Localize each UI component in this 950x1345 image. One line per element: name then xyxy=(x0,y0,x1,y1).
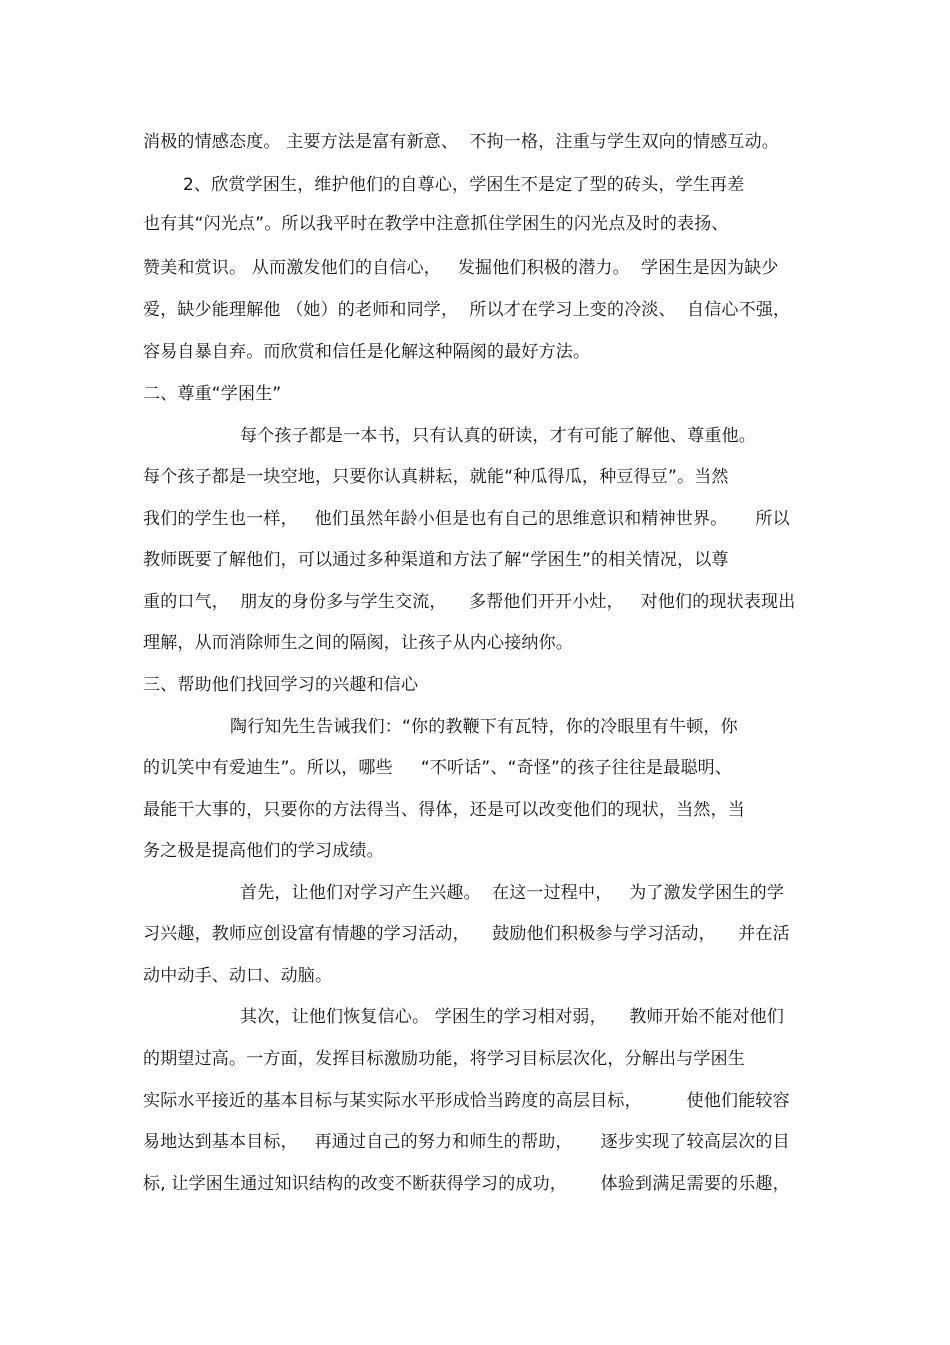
text-line: 陶行知先生告诫我们：“你的教鞭下有瓦特，你的冷眼里有牛顿，你 xyxy=(230,717,738,737)
text-line: 首先，让他们对学习产生兴趣。 在这一过程中， 为了激发学困生的学 xyxy=(240,883,785,903)
text-line: 实际水平接近的基本目标与某实际水平形成恰当跨度的高层目标， 使他们能较容 xyxy=(143,1091,790,1111)
text-line: 易地达到基本目标， 再通过自己的努力和师生的帮助， 逐步实现了较高层次的目 xyxy=(143,1132,790,1152)
text-line: 教师既要了解他们，可以通过多种渠道和方法了解“学困生”的相关情况，以尊 xyxy=(143,550,729,570)
text-line: 务之极是提高他们的学习成绩。 xyxy=(143,841,384,861)
text-line: 的讥笑中有爱迪生”。所以，哪些 “不听话”、“奇怪”的孩子往往是最聪明、 xyxy=(143,758,733,778)
text-line: 理解，从而消除师生之间的隔阂，让孩子从内心接纳你。 xyxy=(143,633,573,653)
text-line: 爱，缺少能理解他 （她）的老师和同学， 所以才在学习上变的冷淡、 自信心不强， xyxy=(143,300,791,320)
text-line: 2、欣赏学困生，维护他们的自尊心，学困生不是定了型的砖头，学生再差 xyxy=(183,175,745,195)
text-line: 最能干大事的，只要你的方法得当、得体，还是可以改变他们的现状，当然，当 xyxy=(143,800,745,820)
text-line: 动中动手、动口、动脑。 xyxy=(143,966,333,986)
text-line: 重的口气， 朋友的身份多与学生交流， 多帮他们开开小灶， 对他们的现状表现出 xyxy=(143,592,796,612)
text-line: 也有其“闪光点”。所以我平时在教学中注意抓住学困生的闪光点及时的表扬、 xyxy=(143,214,729,234)
text-line: 消极的情感态度。 主要方法是富有新意、 不拘一格，注重与学生双向的情感互动。 xyxy=(143,132,780,152)
text-line: 我们的学生也一样， 他们虽然年龄小但是也有自己的思维意识和精神世界。 所以 xyxy=(143,509,790,529)
text-line: 赞美和赏识。 从而激发他们的自信心， 发掘他们积极的潜力。 学困生是因为缺少 xyxy=(143,258,779,278)
text-line: 每个孩子都是一块空地，只要你认真耕耘，就能“种瓜得瓜，种豆得豆”。当然 xyxy=(143,467,729,487)
text-line: 的期望过高。一方面，发挥目标激励功能，将学习目标层次化，分解出与学困生 xyxy=(143,1049,745,1069)
section-heading: 二、尊重“学困生” xyxy=(143,384,282,404)
text-line: 容易自暴自弃。而欣赏和信任是化解这种隔阂的最好方法。 xyxy=(143,342,591,362)
text-line: 每个孩子都是一本书，只有认真的研读，才有可能了解他、尊重他。 xyxy=(240,426,756,446)
text-line: 标, 让学困生通过知识结构的改变不断获得学习的成功， 体验到满足需要的乐趣， xyxy=(143,1174,790,1194)
section-heading: 三、帮助他们找回学习的兴趣和信心 xyxy=(143,675,419,695)
text-line: 其次，让他们恢复信心。 学困生的学习相对弱， 教师开始不能对他们 xyxy=(240,1007,785,1027)
text-line: 习兴趣，教师应创设富有情趣的学习活动， 鼓励他们积极参与学习活动， 并在活 xyxy=(143,924,790,944)
